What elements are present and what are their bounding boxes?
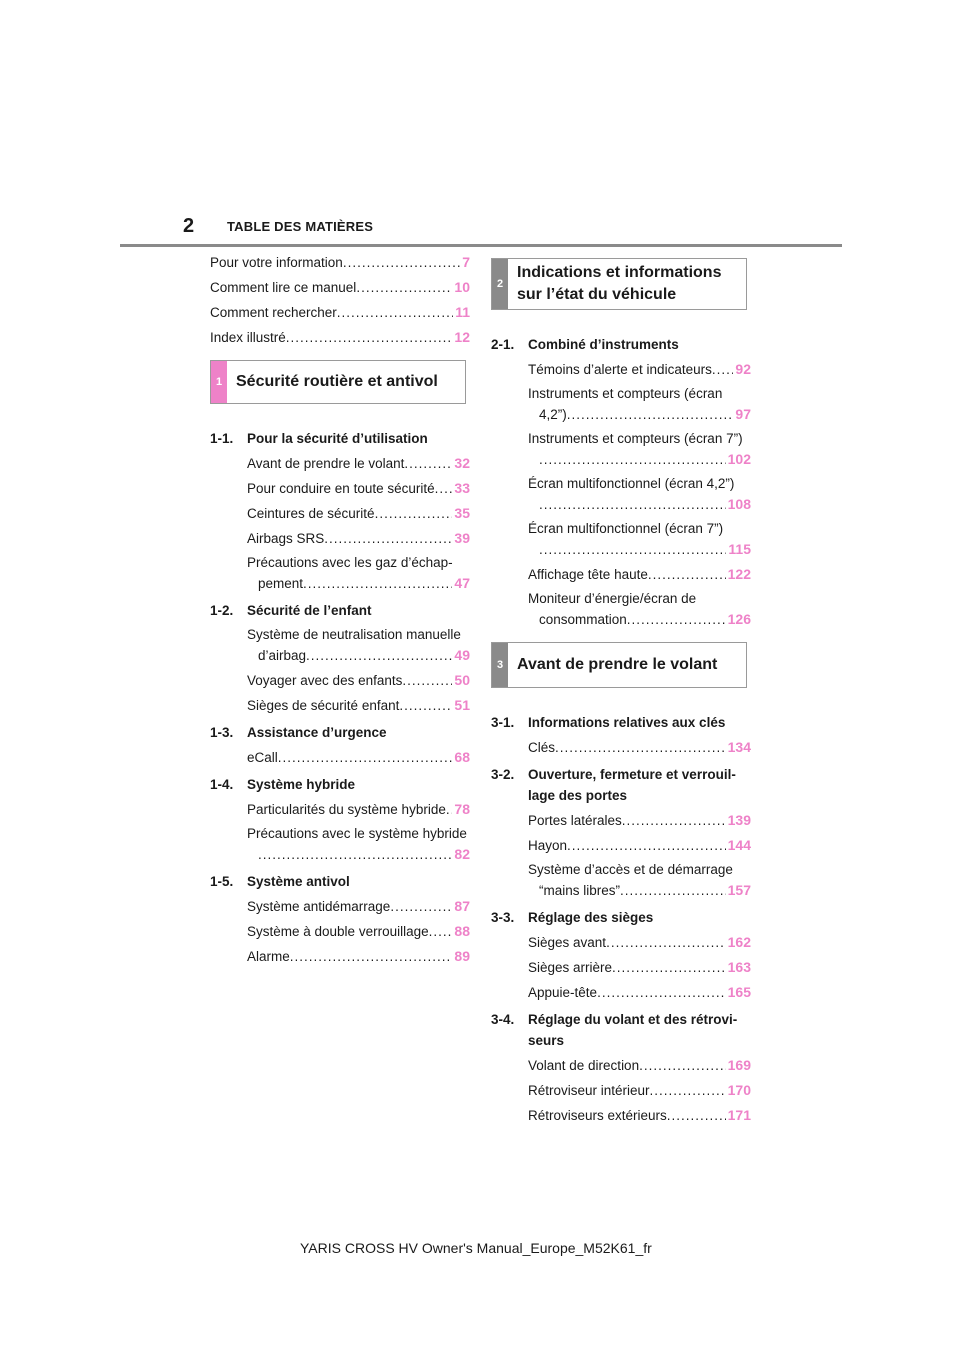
toc-entry[interactable]: Pour votre information ..... 7 bbox=[210, 252, 470, 273]
toc-entry[interactable]: Airbags SRS ..... 39 bbox=[210, 528, 470, 549]
header-divider bbox=[120, 244, 842, 247]
toc-entry[interactable]: Voyager avec des enfants ..... 50 bbox=[210, 670, 470, 691]
page-ref: 126 bbox=[727, 611, 751, 627]
toc-entry[interactable]: Système antidémarrage ..... 87 bbox=[210, 896, 470, 917]
page-ref: 7 bbox=[462, 254, 470, 270]
toc-entry[interactable]: Sièges avant ..... 162 bbox=[491, 932, 751, 953]
toc-entry-line2[interactable] bbox=[491, 539, 751, 560]
toc-entry[interactable]: Clés ..... 134 bbox=[491, 737, 751, 758]
page-ref: 39 bbox=[454, 530, 470, 546]
page-ref: 11 bbox=[455, 304, 470, 320]
toc-entry-line2[interactable] bbox=[491, 449, 751, 470]
toc-entry-line2[interactable] bbox=[491, 494, 751, 515]
page-ref: 50 bbox=[454, 672, 470, 688]
section-heading[interactable]: 1-1. Pour la sécurité d’utilisation bbox=[210, 431, 428, 446]
page-number: 2 bbox=[183, 215, 195, 237]
toc-entry[interactable]: Comment rechercher ..... 11 bbox=[210, 302, 470, 323]
page-ref: 51 bbox=[454, 697, 470, 713]
toc-entry-line2[interactable] bbox=[210, 844, 470, 865]
page-ref: 162 bbox=[727, 934, 751, 950]
page-ref: 171 bbox=[727, 1107, 751, 1123]
section-heading[interactable]: 1-3. Assistance d’urgence bbox=[210, 725, 387, 740]
section-heading[interactable]: 1-2. Sécurité de l’enfant bbox=[210, 603, 372, 618]
page-header bbox=[0, 0, 960, 260]
toc-entry-line1[interactable]: Écran multifonctionnel (écran 4,2”) bbox=[528, 476, 735, 491]
section-heading[interactable]: 3-1. Informations relatives aux clés bbox=[491, 715, 726, 730]
toc-entry-line1[interactable]: Instruments et compteurs (écran 7”) bbox=[528, 431, 743, 446]
section-heading[interactable]: 3-3. Réglage des sièges bbox=[491, 910, 654, 925]
toc-entry-line1[interactable]: Écran multifonctionnel (écran 7”) bbox=[528, 521, 724, 536]
page-ref: 47 bbox=[454, 575, 470, 591]
page-ref: 102 bbox=[727, 451, 751, 467]
toc-entry[interactable]: Système à double verrouillage ..... 88 bbox=[210, 921, 470, 942]
toc-column-right bbox=[491, 252, 751, 1130]
toc-entry[interactable]: Hayon ..... 144 bbox=[491, 835, 751, 856]
toc-entry[interactable]: Ceintures de sécurité ..... 35 bbox=[210, 503, 470, 524]
toc-entry-line2[interactable]: 4,2”) ..... 97 bbox=[491, 404, 751, 425]
page-ref: 92 bbox=[735, 361, 751, 377]
toc-entry-line2[interactable]: consommation ..... 126 bbox=[491, 609, 751, 630]
toc-entry[interactable]: Affichage tête haute ..... 122 bbox=[491, 564, 751, 585]
page-ref: 169 bbox=[727, 1057, 751, 1073]
chapter-1-heading[interactable] bbox=[210, 360, 466, 404]
toc-entry-line1[interactable]: Précautions avec les gaz d’échap- bbox=[247, 555, 453, 570]
toc-entry[interactable]: Avant de prendre le volant ..... 32 bbox=[210, 453, 470, 474]
chapter-tab: 1 bbox=[211, 361, 227, 403]
section-heading[interactable]: 2-1. Combiné d’instruments bbox=[491, 337, 679, 352]
page-ref: 122 bbox=[727, 566, 751, 582]
toc-entry[interactable]: Comment lire ce manuel ..... 10 bbox=[210, 277, 470, 298]
toc-column-left bbox=[210, 252, 470, 971]
page-ref: 115 bbox=[728, 541, 751, 557]
section-heading[interactable]: 3-2. Ouverture, fermeture et verrouil- lage des portes bbox=[491, 767, 736, 803]
section-heading[interactable]: 3-4. Réglage du volant et des rétrovi- seurs bbox=[491, 1012, 738, 1048]
chapter-tab: 2 bbox=[492, 259, 508, 309]
toc-entry[interactable]: Sièges de sécurité enfant ..... 51 bbox=[210, 695, 470, 716]
page-ref: 12 bbox=[454, 329, 470, 345]
toc-entry-line1[interactable]: Moniteur d’énergie/écran de bbox=[528, 591, 697, 606]
page-ref: 163 bbox=[727, 959, 751, 975]
toc-entry[interactable]: Alarme ..... 89 bbox=[210, 946, 470, 967]
page-ref: 157 bbox=[727, 882, 751, 898]
page-footer: YARIS CROSS HV Owner's Manual_Europe_M52K61_fr bbox=[300, 1240, 652, 1256]
page-ref: 33 bbox=[454, 480, 470, 496]
page-ref: 165 bbox=[727, 984, 751, 1000]
page-ref: 144 bbox=[727, 837, 751, 853]
toc-entry[interactable]: Appuie-tête ..... 165 bbox=[491, 982, 751, 1003]
toc-entry-line2[interactable]: d’airbag ..... 49 bbox=[210, 645, 470, 666]
chapter-3-heading[interactable] bbox=[491, 642, 747, 688]
page-ref: 89 bbox=[454, 948, 470, 964]
toc-entry[interactable]: Sièges arrière ..... 163 bbox=[491, 957, 751, 978]
page-ref: 170 bbox=[727, 1082, 751, 1098]
section-heading[interactable]: 1-4. Système hybride bbox=[210, 777, 356, 792]
toc-entry-line1[interactable]: Précautions avec le système hybride bbox=[247, 826, 467, 841]
page-ref: 82 bbox=[454, 846, 470, 862]
toc-entry-line2[interactable]: pement ..... 47 bbox=[210, 573, 470, 594]
toc-entry-line1[interactable]: Système de neutralisation manuelle bbox=[247, 627, 461, 642]
toc-entry[interactable]: Témoins d’alerte et indicateurs ..... 92 bbox=[491, 359, 751, 380]
toc-entry[interactable]: Rétroviseur intérieur ..... 170 bbox=[491, 1080, 751, 1101]
page-ref: 78 bbox=[454, 801, 470, 817]
page-ref: 10 bbox=[454, 279, 470, 295]
page-ref: 134 bbox=[727, 739, 751, 755]
page-ref: 87 bbox=[454, 898, 470, 914]
page-ref: 49 bbox=[454, 647, 470, 663]
section-title: TABLE DES MATIÈRES bbox=[227, 219, 374, 234]
page-ref: 68 bbox=[454, 749, 470, 765]
toc-entry[interactable]: Particularités du système hybride ..... 78 bbox=[210, 799, 470, 820]
chapter-2-heading[interactable] bbox=[491, 258, 747, 310]
page-ref: 35 bbox=[454, 505, 470, 521]
toc-entry-line1[interactable]: Instruments et compteurs (écran bbox=[528, 386, 723, 401]
toc-entry[interactable]: Index illustré ..... 12 bbox=[210, 327, 470, 348]
toc-entry[interactable]: Pour conduire en toute sécurité ..... 33 bbox=[210, 478, 470, 499]
page-ref: 139 bbox=[727, 812, 751, 828]
toc-entry-line2[interactable]: “mains libres” ..... 157 bbox=[491, 880, 751, 901]
page-ref: 108 bbox=[727, 496, 751, 512]
page-ref: 88 bbox=[454, 923, 470, 939]
toc-entry[interactable]: eCall ..... 68 bbox=[210, 747, 470, 768]
toc-entry[interactable]: Rétroviseurs extérieurs ..... 171 bbox=[491, 1105, 751, 1126]
chapter-title: Avant de prendre le volant bbox=[517, 656, 718, 673]
toc-entry[interactable]: Portes latérales ..... 139 bbox=[491, 810, 751, 831]
section-heading[interactable]: 1-5. Système antivol bbox=[210, 874, 350, 889]
page-ref: 32 bbox=[454, 455, 470, 471]
chapter-tab: 3 bbox=[492, 643, 508, 687]
toc-entry-line1[interactable]: Système d’accès et de démarrage bbox=[528, 862, 733, 877]
toc-entry[interactable]: Volant de direction ..... 169 bbox=[491, 1055, 751, 1076]
page-ref: 97 bbox=[735, 406, 751, 422]
chapter-title: Sécurité routière et antivol bbox=[236, 373, 438, 390]
chapter-title: Indications et informations sur l’état du véhicule bbox=[517, 264, 722, 303]
